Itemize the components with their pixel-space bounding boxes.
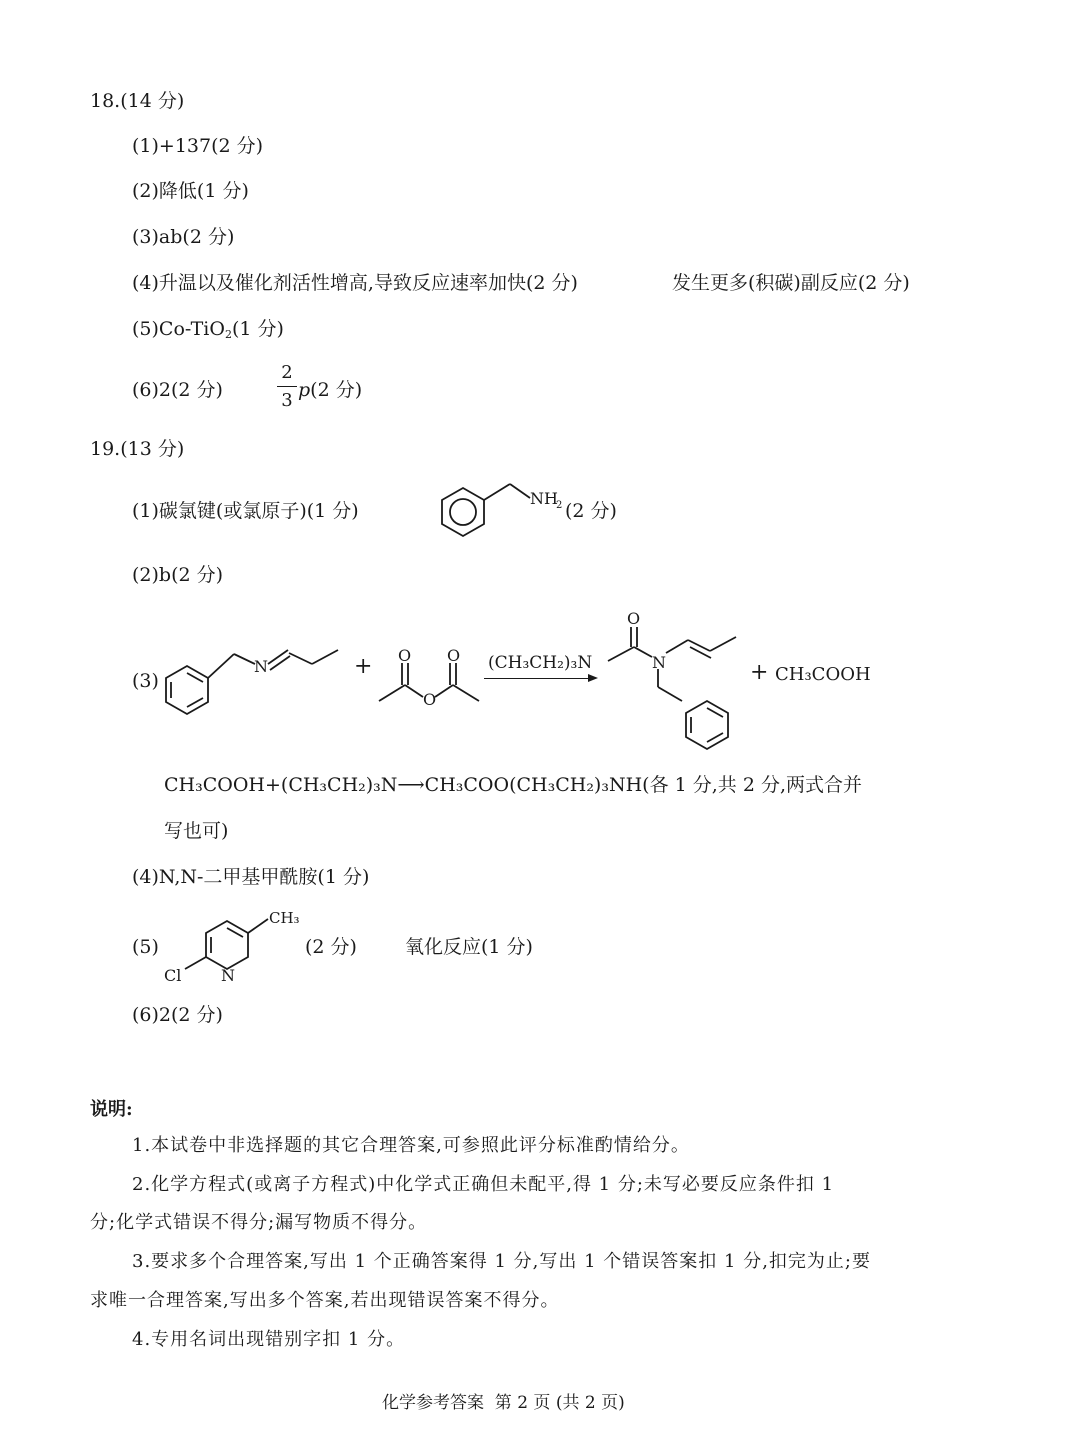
benzylamine-nh: NH [530,489,558,508]
q18-part6-fraction-numerator: 2 [281,362,293,383]
q18-part5-formula: (5)Co-TiO [132,318,225,340]
reaction-arrow [484,678,588,679]
acetic-anhydride-structure [375,645,485,710]
q19-header: 19.(13 分) [90,438,185,460]
q18-part2: (2)降低(1 分) [132,180,249,202]
note-1: 1.本试卷中非选择题的其它合理答案,可参照此评分标准酌情给分。 [132,1135,690,1156]
benzylamine-nh-subscript: 2 [556,500,563,511]
q19-part1-answer: (1)碳氯键(或氯原子)(1 分) [132,500,359,522]
chloromethylpyridine-structure [160,905,310,987]
anhydride-oxygen-bridge: O [423,690,437,709]
q18-part5-subscript: 2 [224,328,232,341]
product-nitrogen: N [652,653,666,672]
note-2-line2: 分;化学式错误不得分;漏写物质不得分。 [90,1212,428,1233]
q19-part3-equation-line1: CH₃COOH+(CH₃CH₂)₃N⟶CH₃COO(CH₃CH₂)₃NH(各 1 分,共 2 分,两式合并 [164,774,862,796]
q18-part1: (1)+137(2 分) [132,135,264,157]
q18-part3: (3)ab(2 分) [132,226,235,248]
q19-part4: (4)N,N-二甲基甲酰胺(1 分) [132,866,370,888]
pyridine-methyl-group: CH₃ [269,909,300,927]
reaction-arrow-head [588,674,598,682]
q19-part3-byproduct: CH₃COOH [775,664,871,685]
pyridine-chlorine: Cl [164,966,182,985]
note-3-line1: 3.要求多个合理答案,写出 1 个正确答案得 1 分,写出 1 个错误答案扣 1 分,扣完为止;要 [132,1251,871,1272]
note-3-line2: 求唯一合理答案,写出多个答案,若出现错误答案不得分。 [90,1290,560,1311]
q18-part4-answer-b: 发生更多(积碳)副反应(2 分) [672,272,910,294]
q19-part3-equation-line2: 写也可) [164,820,229,842]
q19-part3-plus-2: + [750,660,769,685]
q18-part6-variable: p [298,379,311,401]
q18-part4-answer-a: (4)升温以及催化剂活性增高,导致反应速率加快(2 分) [132,272,578,294]
q18-part6-answer-a: (6)2(2 分) [132,379,223,401]
imine-n: N [254,657,268,676]
note-4: 4.专用名词出现错别字扣 1 分。 [132,1329,406,1350]
q18-part6-fraction-denominator: 3 [281,390,293,411]
enamide-product-structure [600,605,745,750]
q18-part5 [132,316,284,342]
q18-part6-answer-b [298,377,362,403]
q19-part5-label: (5) [132,936,159,958]
q19-part1-score: (2 分) [565,500,617,522]
anhydride-oxygen-1: O [398,646,412,665]
product-carbonyl-oxygen: O [627,609,641,628]
imine-structure [160,640,350,720]
notes-title: 说明: [90,1099,133,1120]
q18-part5-score: (1 分) [231,318,284,340]
note-2-line1: 2.化学方程式(或离子方程式)中化学式正确但未配平,得 1 分;未写必要反应条件扣 1 [132,1174,835,1195]
q19-part2: (2)b(2 分) [132,564,224,586]
benzylamine-structure [430,470,580,550]
q19-part5-reaction-type: 氧化反应(1 分) [405,936,533,958]
page-footer: 化学参考答案 第 2 页 (共 2 页) [382,1393,625,1413]
q19-part3-plus-1: + [354,654,373,679]
q18-part6-fraction-bar [277,386,297,387]
q19-part3-condition: (CH₃CH₂)₃N [488,653,593,673]
q19-part6: (6)2(2 分) [132,1004,223,1026]
q18-part6-score: (2 分) [310,379,363,401]
q18-header: 18.(14 分) [90,90,185,112]
q19-part5-score: (2 分) [305,936,357,958]
pyridine-nitrogen: N [221,966,235,985]
anhydride-oxygen-2: O [447,646,461,665]
q19-part3-label: (3) [132,670,159,692]
